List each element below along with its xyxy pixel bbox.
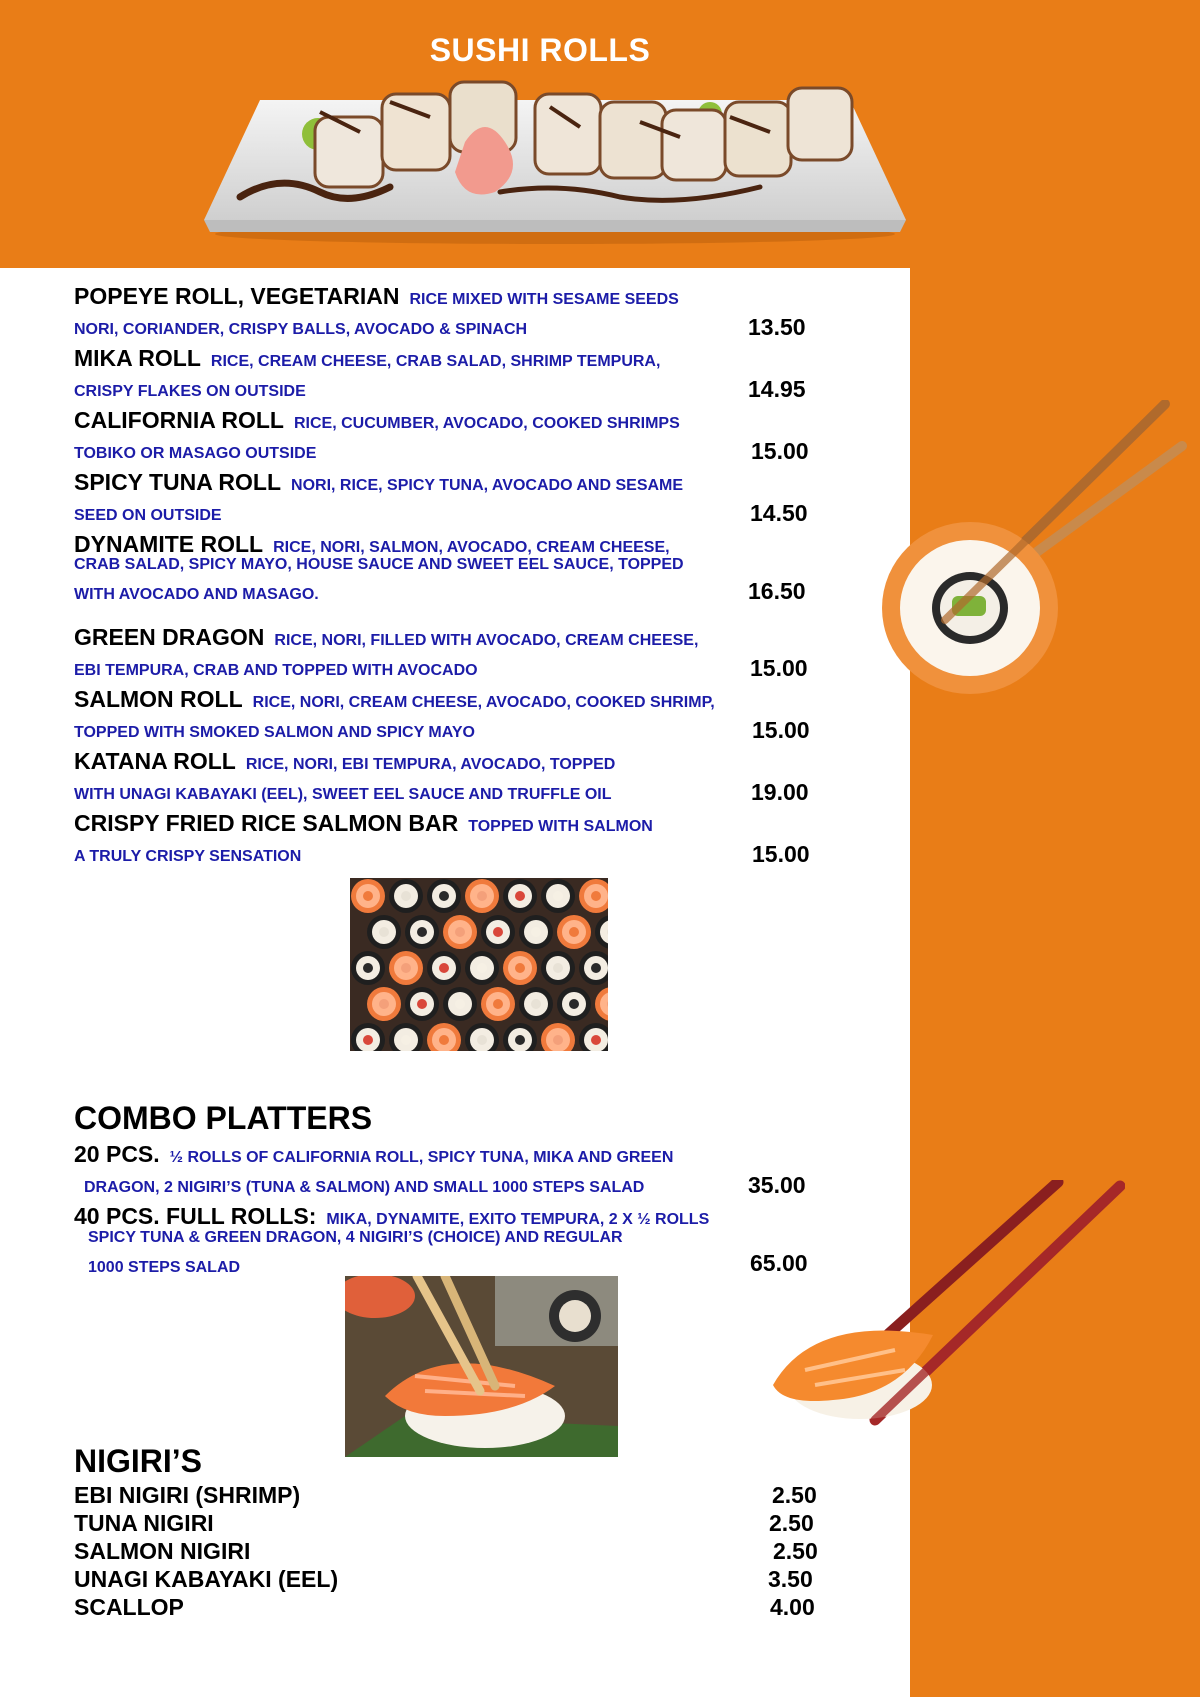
roll-line (74, 345, 660, 372)
combo-name: 40 PCS. FULL ROLLS: (74, 1203, 317, 1229)
roll-line (74, 810, 653, 837)
combo-description: MIKA, DYNAMITE, EXITO TEMPURA, 2 X ½ ROLLS (326, 1211, 710, 1228)
roll-description: SEED ON OUTSIDE (74, 507, 222, 524)
roll-line (74, 283, 679, 310)
roll-description: RICE, NORI, SALMON, AVOCADO, CREAM CHEESE, (273, 539, 670, 556)
roll-name: CALIFORNIA ROLL (74, 407, 284, 433)
roll-name: SALMON ROLL (74, 686, 243, 712)
roll-line (74, 686, 715, 713)
sushi-platter-photo (200, 72, 910, 247)
chopsticks-nigiri-photo (765, 1180, 1125, 1440)
roll-price: 15.00 (751, 438, 809, 464)
nigiri-name: SALMON NIGIRI (74, 1538, 251, 1564)
roll-line (74, 748, 615, 775)
right-band (910, 0, 1200, 1697)
combo-description: SPICY TUNA & GREEN DRAGON, 4 NIGIRI’S (CHOICE) AND REGULAR (88, 1229, 623, 1246)
combo-description: 1000 STEPS SALAD (88, 1259, 241, 1276)
combo-price: 65.00 (750, 1250, 808, 1276)
roll-description: RICE, NORI, CREAM CHEESE, AVOCADO, COOKED SHRIMP, (252, 694, 715, 711)
roll-price: 14.50 (750, 500, 808, 526)
roll-description: TOPPED WITH SMOKED SALMON AND SPICY MAYO (74, 724, 475, 741)
roll-line (74, 624, 698, 651)
roll-description: WITH UNAGI KABAYAKI (EEL), SWEET EEL SAUCE AND TRUFFLE OIL (74, 786, 612, 803)
roll-name: POPEYE ROLL, VEGETARIAN (74, 283, 400, 309)
combo-description: ½ ROLLS OF CALIFORNIA ROLL, SPICY TUNA, MIKA AND GREEN (169, 1149, 674, 1166)
roll-price: 16.50 (748, 578, 806, 604)
combo-title: COMBO PLATTERS (74, 1100, 373, 1136)
roll-price: 14.95 (748, 376, 806, 402)
nigiri-name: EBI NIGIRI (SHRIMP) (74, 1482, 301, 1508)
roll-price: 15.00 (750, 655, 808, 681)
roll-description: CRISPY FLAKES ON OUTSIDE (74, 383, 306, 400)
roll-price: 15.00 (752, 841, 810, 867)
roll-description: WITH AVOCADO AND MASAGO. (74, 586, 319, 603)
roll-name: MIKA ROLL (74, 345, 201, 371)
nigiri-name: SCALLOP (74, 1594, 184, 1620)
roll-description: TOBIKO OR MASAGO OUTSIDE (74, 445, 317, 462)
combo-description: DRAGON, 2 NIGIRI’S (TUNA & SALMON) AND SMALL 1000 STEPS SALAD (84, 1179, 645, 1196)
roll-name: CRISPY FRIED RICE SALMON BAR (74, 810, 459, 836)
roll-description: RICE, CREAM CHEESE, CRAB SALAD, SHRIMP TEMPURA, (210, 353, 661, 370)
roll-description: RICE, NORI, EBI TEMPURA, AVOCADO, TOPPED (245, 756, 616, 773)
roll-description: RICE MIXED WITH SESAME SEEDS (409, 291, 679, 308)
roll-name: KATANA ROLL (74, 748, 236, 774)
roll-name: GREEN DRAGON (74, 624, 265, 650)
combo-line (74, 1203, 709, 1230)
nigiri-name: TUNA NIGIRI (74, 1510, 214, 1536)
roll-description: EBI TEMPURA, CRAB AND TOPPED WITH AVOCADO (74, 662, 478, 679)
roll-price: 13.50 (748, 314, 806, 340)
roll-description: NORI, RICE, SPICY TUNA, AVOCADO AND SESAME (291, 477, 684, 494)
roll-description: A TRULY CRISPY SENSATION (74, 848, 302, 865)
salmon-nigiri-photo (345, 1276, 618, 1457)
roll-line (74, 469, 683, 496)
roll-line (74, 407, 680, 434)
roll-price: 19.00 (751, 779, 809, 805)
nigiri-price: 4.00 (770, 1594, 815, 1620)
roll-description: CRAB SALAD, SPICY MAYO, HOUSE SAUCE AND SWEET EEL SAUCE, TOPPED (74, 556, 684, 573)
page-title: SUSHI ROLLS (429, 32, 651, 68)
roll-description: RICE, CUCUMBER, AVOCADO, COOKED SHRIMPS (293, 415, 680, 432)
roll-description: RICE, NORI, FILLED WITH AVOCADO, CREAM CHEESE, (274, 632, 699, 649)
nigiri-price: 2.50 (769, 1510, 814, 1536)
roll-description: TOPPED WITH SALMON (468, 818, 653, 835)
combo-line (74, 1141, 673, 1168)
chopsticks-roll-photo (870, 400, 1200, 700)
nigiri-price: 2.50 (772, 1482, 817, 1508)
combo-price: 35.00 (748, 1172, 806, 1198)
roll-description: NORI, CORIANDER, CRISPY BALLS, AVOCADO & SPINACH (74, 321, 528, 338)
nigiri-price: 2.50 (773, 1538, 818, 1564)
combo-name: 20 PCS. (74, 1141, 160, 1167)
roll-name: DYNAMITE ROLL (74, 531, 264, 557)
nigiri-title: NIGIRI’S (74, 1443, 203, 1479)
sushi-assortment-photo (350, 878, 608, 1051)
roll-name: SPICY TUNA ROLL (74, 469, 282, 495)
roll-price: 15.00 (752, 717, 810, 743)
nigiri-price: 3.50 (768, 1566, 813, 1592)
roll-line (74, 531, 670, 558)
nigiri-name: UNAGI KABAYAKI (EEL) (74, 1566, 339, 1592)
